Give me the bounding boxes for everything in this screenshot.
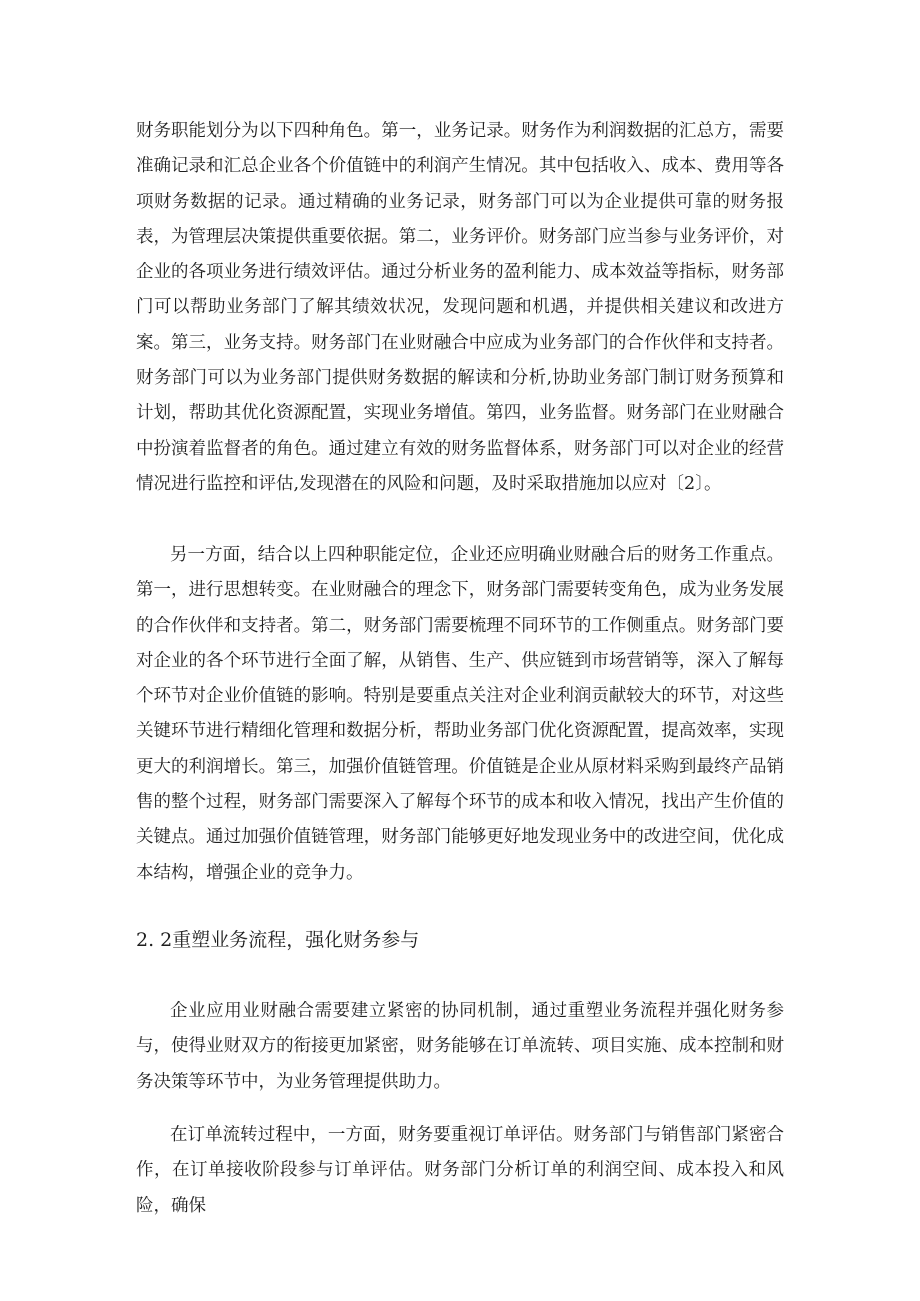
paragraph-finance-focus: 另一方面，结合以上四种职能定位，企业还应明确业财融合后的财务工作重点。第一，进行思想转变。在业财融合的理念下，财务部门需要转变角色，成为业务发展的合作伙伴和支持者。第二，财务部门需要梳理不同环节的工作侧重点。财务部门要对企业的各个环节进行全面了解，从销售、生产、供应链到市场营销等，深入了解每个环节对企业价值链的影响。特别是要重点关注对企业利润贡献较大的环节，对这些关键环节进行精细化管理和数据分析，帮助业务部门优化资源配置，提高效率，实现更大的利润增长。第三，加强价值链管理。价值链是企业从原材料采购到最终产品销售的整个过程，财务部门需要深入了解每个环节的成本和收入情况，找出产生价值的关键点。通过加强价值链管理，财务部门能够更好地发现业务中的改进空间，优化成本结构，增强企业的竞争力。 xyxy=(136,545,784,883)
paragraph-order-flow: 在订单流转过程中，一方面，财务要重视订单评估。财务部门与销售部门紧密合作，在订单接收阶段参与订单评估。财务部门分析订单的利润空间、成本投入和风险，确保 xyxy=(136,1125,784,1216)
paragraph-finance-roles: 财务职能划分为以下四种角色。第一，业务记录。财务作为利润数据的汇总方，需要准确记录和汇总企业各个价值链中的利润产生情况。其中包括收入、成本、费用等各项财务数据的记录。通过精确的业务记录，财务部门可以为企业提供可靠的财务报表，为管理层决策提供重要依据。第二，业务评价。财务部门应当参与业务评价，对企业的各项业务进行绩效评估。通过分析业务的盈利能力、成本效益等指标，财务部门可以帮助业务部门了解其绩效状况，发现问题和机遇，并提供相关建议和改进方案。第三，业务支持。财务部门在业财融合中应成为业务部门的合作伙伴和支持者。财务部门可以为业务部门提供财务数据的解读和分析,协助业务部门制订财务预算和计划，帮助其优化资源配置，实现业务增值。第四，业务监督。财务部门在业财融合中扮演着监督者的角色。通过建立有效的财务监督体系，财务部门可以对企业的经营情况进行监控和评估,发现潜在的风险和问题，及时采取措施加以应对〔2〕。 xyxy=(136,121,784,494)
paragraph-collaboration: 企业应用业财融合需要建立紧密的协同机制，通过重塑业务流程并强化财务参与，使得业财双方的衔接更加紧密，财务能够在订单流转、项目实施、成本控制和财务决策等环节中，为业务管理提供助力。 xyxy=(136,1001,784,1092)
section-heading: 2. 2重塑业务流程，强化财务参与 xyxy=(136,929,420,951)
